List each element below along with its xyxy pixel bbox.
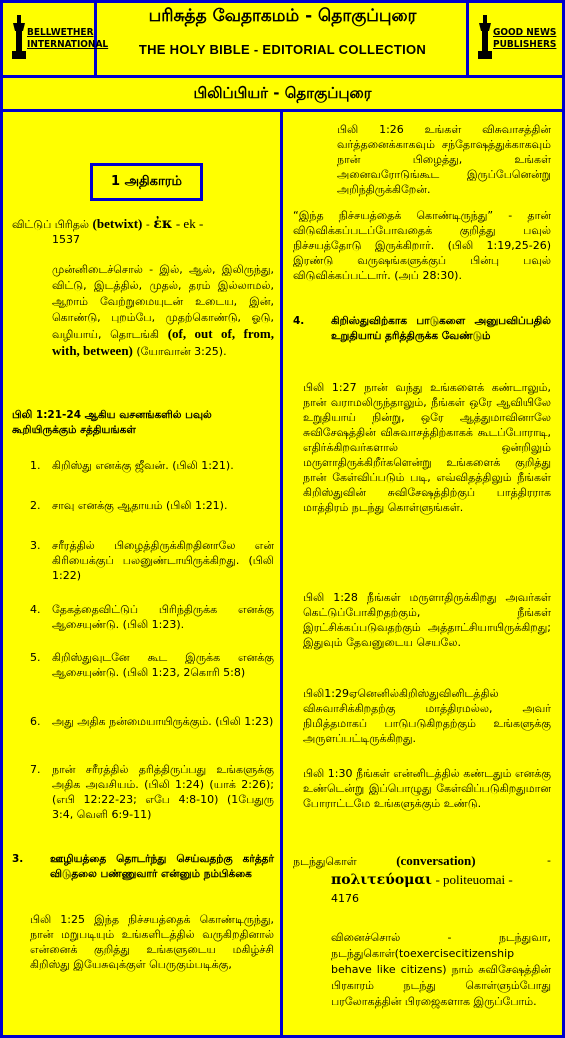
grammar-note-right: வினைச்சொல் - நடந்துவா, நடந்துகொள்(toexercisecitizenship behave like citizens) நாம் சுவிசேஷத்தின் பிரகாரம் நடந்து கொள்ளும்போது பரலோகத்தின் பிரஜைகளாக இருப்போம். — [331, 931, 551, 1008]
list-item: 1. கிறிஸ்து எனக்கு ஜீவன். (பிலி 1:21). — [30, 459, 234, 472]
verse-1-26: பிலி 1:26 உங்கள் விசுவாசத்தின் வர்த்தனைக்காகவும் சந்தோஷத்துக்காகவும் நான் பிழைத்து, உங்கள் அனைவரோடுங்கூட இருப்பேனென்று அறிந்திருக்கிறேன். — [337, 123, 551, 196]
note-certainty: “இந்த நிச்சயத்தைக் கொண்டிருந்து” - தான் விடுவிக்கப்படப்போவதைக் குறித்து பவுல் நிச்சயத்தோடு இருக்கிறார். (பிலி 1:19,25-26) இரண்டு வருஷங்களுக்குப் பின்பு பவுல் விடுவிக்கப்பட்டார். (அப் 28:30). — [293, 209, 551, 282]
word-tamil: நடந்துகொள் — [293, 855, 357, 868]
word-entry: விட்டுப் பிரிதல் (betwixt) - ἐκ - ek - 1537 — [12, 216, 274, 247]
book-icon — [477, 15, 493, 59]
grammar-english: (of, out of, from, with, between) — [52, 326, 275, 358]
publisher-left-line2: INTERNATIONAL — [27, 39, 109, 50]
section-4-title: கிறிஸ்துவிற்காக பாடுகளை அனுபவிப்பதில் உறுதியாய் தரித்திருக்க வேண்டும் — [331, 315, 551, 342]
word-greek: ἐκ — [153, 216, 173, 232]
grammar-text: முன்னிடைச்சொல் - இல், ஆல், இலிருந்து, விட்டு, இடத்தில், முதல், தரம் இல்லாமல், ஆறாம் வேற்றுமையுடன் உடைய, இன், கொண்டு, புறம்பே, முதற்கொண்டு, ஓடு, வழியாய், தொடங்கி — [52, 263, 274, 341]
word-english: (conversation) — [396, 853, 476, 868]
publisher-right-line1: GOOD NEWS — [493, 27, 557, 38]
word-greek: πολιτεύομαι — [331, 872, 432, 888]
verse-1-28: பிலி 1:28 நீங்கள் மருளாதிருக்கிறது அவர்கள் கெட்டுப்போகிறதற்கும், நீங்கள் இரட்சிக்கப்படுவதற்கும் அத்தாட்சியாயிருக்கிறது; இதுவும் தேவனுடைய செயலே. — [303, 591, 551, 649]
section-3-text: பிலி 1:25 இந்த நிச்சயத்தைக் கொண்டிருந்து, நான் மறுபடியும் உங்களிடத்தில் வருகிறதினால் என்னைக் குறித்து உங்களுடைய மகிழ்ச்சி கிறிஸ்து இயேசுவுக்குள் பெருகும்படிக்கு, — [30, 913, 274, 971]
list-item: 7. நான் சரீரத்தில் தரித்திருப்பது உங்களுக்கு அதிக அவசியம். (பிலி 1:24) (யாக் 2:26); (எபி 12:22-23; எபே 4:8-10) (1பேதுரு 3:4, வெளி 6:9-11) — [30, 763, 274, 821]
list-item: 5. கிறிஸ்துவுடனே கூட இருக்க எனக்கு ஆசையுண்டு. (பிலி 1:23, 2கொரி 5:8) — [30, 651, 274, 679]
section-4-heading: 4. கிறிஸ்துவிற்காக பாடுகளை அனுபவிப்பதில் உறுதியாய் தரித்திருக்க வேண்டும் — [293, 315, 551, 342]
book-icon — [11, 15, 27, 59]
grammar-note — [52, 262, 274, 360]
header-title-tamil: பரிசுத்த வேதாகமம் - தொகுப்புரை — [148, 6, 417, 26]
strong-number: 1537 — [52, 233, 80, 246]
chapter-heading: 1 அதிகாரம் — [90, 163, 203, 201]
publisher-left-line1: BELLWETHER — [27, 27, 94, 38]
section-3-title: ஊழியத்தை தொடர்ந்து செய்வதற்கு கர்த்தர் விடுதலை பண்ணுவார் என்னும் நம்பிக்கை — [50, 853, 274, 880]
list-item: 2. சாவு எனக்கு ஆதாயம் (பிலி 1:21). — [30, 499, 228, 512]
word-english: (betwixt) — [92, 216, 143, 231]
section-title: பிலி 1:21-24 ஆகிய வசனங்களில் பவுல் கூறியிருக்கும் சத்தியங்கள் — [12, 409, 212, 436]
publisher-logo-right — [466, 3, 562, 75]
page-subtitle: பிலிப்பியர் - தொகுப்புரை — [0, 78, 565, 112]
column-divider — [280, 112, 283, 1038]
grammar-ref: (யோவான் 3:25). — [136, 345, 227, 358]
word-translit: - ek - — [175, 216, 204, 231]
verse-1-27: பிலி 1:27 நான் வந்து உங்களைக் கண்டாலும், நான் வராமலிருந்தாலும், நீங்கள் ஒரே ஆவியிலே உறுதியாய் நின்று, ஒரே ஆத்துமாவினாலே சுவிசேஷத்தின் விசுவாசத்திற்காகக் கூடப்போராடி, எதிர்க்கிறவர்களால் ஒன்றிலும் மருளாதிருக்கிறீர்களென்று உங்களைக் குறித்து நான் கேள்விப்படும் படி, எவ்விதத்திலும் நீங்கள் கிறிஸ்துவின் சுவிசேஷத்திற்குப் பாத்திரராக மாத்திரம் நடந்து கொள்ளுங்கள். — [303, 381, 551, 514]
word-entry-right: நடந்துகொள் (conversation) - πολιτεύομαι - politeuomai - 4176 — [293, 852, 551, 908]
verse-1-30: பிலி 1:30 நீங்கள் என்னிடத்தில் கண்டதும் எனக்கு உண்டென்று இப்பொழுது கேள்விப்படுகிறதுமான போராட்டமே உங்களுக்கும் உண்டு. — [303, 767, 551, 810]
word-translit: - politeuomai - — [435, 872, 513, 887]
list-item: 6. அது அதிக நன்மையாயிருக்கும். (பிலி 1:23) — [30, 715, 274, 728]
publisher-logo-left — [3, 3, 109, 75]
verse-1-29: பிலி1:29ஏனெனில்கிறிஸ்துவினிடத்தில் விசுவாசிக்கிறதற்கு மாத்திரமல்ல, அவர் நிமித்தமாகப் பாடுபடுகிறதற்கும் உங்களுக்கு அருளப்பட்டிருக்கிறது. — [303, 687, 551, 745]
strong-number: 4176 — [331, 892, 359, 905]
word-tamil: விட்டுப் பிரிதல் — [12, 218, 90, 231]
header — [0, 0, 565, 78]
publisher-right-line2: PUBLISHERS — [493, 39, 557, 50]
list-item: 4. தேகத்தைவிட்டுப் பிரிந்திருக்க எனக்கு ஆசையுண்டு. (பிலி 1:23). — [30, 603, 274, 631]
section-3-heading: 3. ஊழியத்தை தொடர்ந்து செய்வதற்கு கர்த்தர் விடுதலை பண்ணுவார் என்னும் நம்பிக்கை — [12, 853, 274, 880]
list-item: 3. சரீரத்தில் பிழைத்திருக்கிறதினாலே என் கிரியைக்குப் பலனுண்டாயிருக்கிறது. (பிலி 1:22) — [30, 539, 274, 582]
header-title-english: THE HOLY BIBLE - EDITORIAL COLLECTION — [138, 42, 427, 57]
